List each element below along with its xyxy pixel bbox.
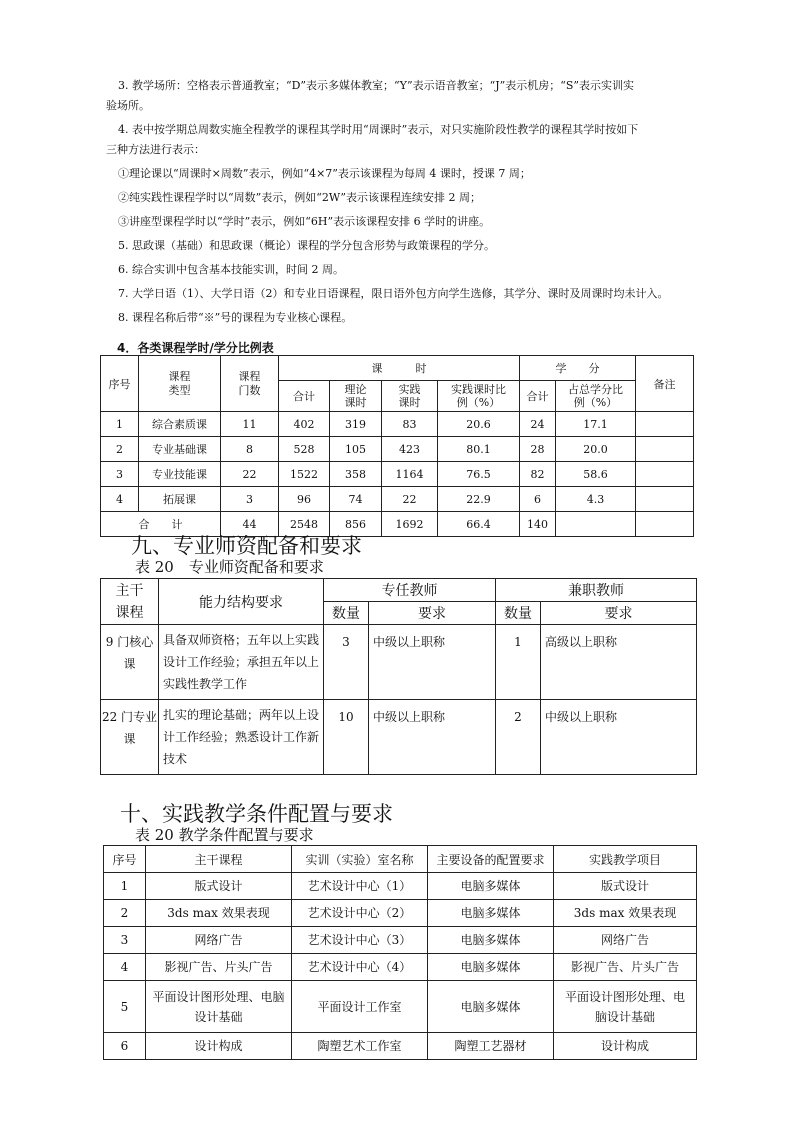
table-row — [101, 625, 697, 700]
table-row — [104, 954, 697, 981]
cell: 2548 — [279, 512, 330, 537]
cell: 1522 — [279, 462, 330, 487]
cell: 1 — [104, 873, 146, 900]
cell: 528 — [279, 437, 330, 462]
cell: 24 — [520, 412, 556, 437]
cell: 2 — [104, 900, 146, 927]
cell: 74 — [330, 487, 382, 512]
cell: 4 — [104, 954, 146, 981]
ratio-h-pratio: 实践课时比 例（%） — [438, 381, 520, 412]
cell: 20.0 — [556, 437, 636, 462]
note-3: 3. 教学场所：空格表示普通教室；“D”表示多媒体教室；“Y”表示语音教室；“J”表示机房；“S”表示实训实 验场所。 — [106, 79, 635, 112]
cell: 艺术设计中心（4） — [292, 954, 428, 981]
cell: 陶塑艺术工作室 — [292, 1033, 428, 1060]
table-row — [101, 487, 694, 512]
note-7: 7. 大学日语（1）、大学日语（2）和专业日语课程，限日语外包方向学生选修，其学分、课时及周课时均未计入。 — [118, 287, 669, 300]
cell: 105 — [330, 437, 382, 462]
section-10-caption: 表 20 教学条件配置与要求 — [135, 826, 314, 844]
cell: 4 — [101, 487, 139, 512]
ratio-h-type: 课程 类型 — [139, 356, 221, 412]
cell: 11 — [221, 412, 279, 437]
cell: 拓展课 — [139, 487, 221, 512]
cell: 20.6 — [438, 412, 520, 437]
cell: 合 计 — [101, 512, 221, 537]
table-row — [101, 462, 694, 487]
cell: 版式设计 — [146, 873, 292, 900]
teacher-table — [100, 578, 697, 775]
practice-table — [103, 845, 697, 1060]
cell: 2 — [496, 700, 541, 775]
cell: 高级以上职称 — [541, 625, 697, 700]
note-4-1: ①理论课以“周课时×周数”表示，例如“4×7”表示该课程为每周 4 课时，授课 7 周； — [118, 167, 531, 180]
cell: 中级以上职称 — [369, 625, 496, 700]
cell: 28 — [520, 437, 556, 462]
table-row — [101, 412, 694, 437]
notes-list — [106, 76, 698, 332]
practice-h-lab: 实训（实验）室名称 — [292, 846, 428, 873]
cell: 319 — [330, 412, 382, 437]
cell: 3 — [324, 625, 369, 700]
table-row — [101, 700, 697, 775]
cell: 3ds max 效果表现 — [554, 900, 697, 927]
cell — [636, 412, 694, 437]
note-4-2: ②纯实践性课程学时以“周数”表示，例如“2W”表示该课程连续安排 2 周； — [118, 191, 481, 204]
cell: 电脑多媒体 — [428, 873, 554, 900]
teacher-h-num1: 数量 — [324, 602, 369, 625]
cell: 艺术设计中心（1） — [292, 873, 428, 900]
cell: 扎实的理论基础；两年以上设计工作经验；熟悉设计工作新技术 — [159, 700, 324, 775]
practice-h-equip: 主要设备的配置要求 — [428, 846, 554, 873]
cell: 9 门核心课 — [101, 625, 159, 700]
table-row — [104, 927, 697, 954]
table-row — [104, 981, 697, 1033]
cell: 设计构成 — [146, 1033, 292, 1060]
practice-h-course: 主干课程 — [146, 846, 292, 873]
ratio-table-title: 4．各类课程学时/学分比例表 — [117, 341, 274, 355]
cell: 1 — [496, 625, 541, 700]
teacher-h-req2: 要求 — [541, 602, 697, 625]
cell: 1692 — [382, 512, 438, 537]
cell: 1164 — [382, 462, 438, 487]
cell: 76.5 — [438, 462, 520, 487]
cell — [636, 487, 694, 512]
note-8: 8. 课程名称后带“※”号的课程为专业核心课程。 — [118, 311, 353, 324]
cell: 22 — [221, 462, 279, 487]
cell: 平面设计工作室 — [292, 981, 428, 1033]
teacher-h-part: 兼职教师 — [496, 579, 697, 602]
cell: 22 门专业课 — [101, 700, 159, 775]
cell: 专业基础课 — [139, 437, 221, 462]
cell: 2 — [101, 437, 139, 462]
cell: 综合素质课 — [139, 412, 221, 437]
table-row — [104, 1033, 697, 1060]
cell: 4.3 — [556, 487, 636, 512]
cell: 影视广告、片头广告 — [146, 954, 292, 981]
cell: 66.4 — [438, 512, 520, 537]
cell: 3 — [221, 487, 279, 512]
cell: 6 — [104, 1033, 146, 1060]
ratio-table — [100, 355, 694, 537]
ratio-h-total: 合计 — [279, 381, 330, 412]
cell: 中级以上职称 — [541, 700, 697, 775]
teacher-h-req1: 要求 — [369, 602, 496, 625]
cell: 22.9 — [438, 487, 520, 512]
teacher-h-full: 专任教师 — [324, 579, 496, 602]
ratio-h-practice: 实践 课时 — [382, 381, 438, 412]
ratio-h-theory: 理论 课时 — [330, 381, 382, 412]
cell: 1 — [101, 412, 139, 437]
cell: 83 — [382, 412, 438, 437]
cell: 电脑多媒体 — [428, 981, 554, 1033]
section-9-caption: 表 20 专业师资配备和要求 — [135, 558, 324, 576]
cell: 网络广告 — [554, 927, 697, 954]
cell: 6 — [520, 487, 556, 512]
ratio-h-ctotal: 合计 — [520, 381, 556, 412]
ratio-h-credits: 学 分 — [520, 356, 636, 381]
cell: 8 — [221, 437, 279, 462]
cell — [636, 512, 694, 537]
ratio-h-remark: 备注 — [636, 356, 694, 412]
table-row — [101, 437, 694, 462]
ratio-h-hours: 课 时 — [279, 356, 520, 381]
ratio-h-cratio: 占总学分比 例（%） — [556, 381, 636, 412]
note-6: 6. 综合实训中包含基本技能实训，时间 2 周。 — [118, 263, 344, 276]
cell: 陶塑工艺器材 — [428, 1033, 554, 1060]
cell: 平面设计图形处理、电脑设计基础 — [554, 981, 697, 1033]
cell: 影视广告、片头广告 — [554, 954, 697, 981]
cell: 网络广告 — [146, 927, 292, 954]
cell: 3ds max 效果表现 — [146, 900, 292, 927]
section-10-heading: 十、实践教学条件配置与要求 — [120, 802, 393, 826]
cell: 80.1 — [438, 437, 520, 462]
cell — [636, 437, 694, 462]
cell: 中级以上职称 — [369, 700, 496, 775]
cell: 具备双师资格；五年以上实践设计工作经验；承担五年以上实践性教学工作 — [159, 625, 324, 700]
cell: 艺术设计中心（3） — [292, 927, 428, 954]
cell: 358 — [330, 462, 382, 487]
cell: 设计构成 — [554, 1033, 697, 1060]
teacher-h-main: 主干 课程 — [101, 579, 159, 625]
cell: 58.6 — [556, 462, 636, 487]
cell — [636, 462, 694, 487]
cell: 5 — [104, 981, 146, 1033]
note-4: 4. 表中按学期总周数实施全程教学的课程其学时用“周课时”表示，对只实施阶段性教学的课程其学时按如下 三种方法进行表示： — [106, 123, 639, 156]
teacher-h-ability: 能力结构要求 — [159, 579, 324, 625]
cell: 423 — [382, 437, 438, 462]
ratio-h-count: 课程 门数 — [221, 356, 279, 412]
note-5: 5. 思政课（基础）和思政课（概论）课程的学分包含形势与政策课程的学分。 — [118, 239, 495, 252]
cell — [556, 512, 636, 537]
cell: 96 — [279, 487, 330, 512]
ratio-h-seq: 序号 — [101, 356, 139, 412]
cell: 10 — [324, 700, 369, 775]
section-9-heading: 九、专业师资配备和要求 — [131, 534, 362, 558]
practice-h-project: 实践教学项目 — [554, 846, 697, 873]
cell: 140 — [520, 512, 556, 537]
teacher-h-num2: 数量 — [496, 602, 541, 625]
cell: 艺术设计中心（2） — [292, 900, 428, 927]
cell: 402 — [279, 412, 330, 437]
cell: 44 — [221, 512, 279, 537]
cell: 22 — [382, 487, 438, 512]
table-row — [104, 873, 697, 900]
practice-h-seq: 序号 — [104, 846, 146, 873]
cell: 电脑多媒体 — [428, 900, 554, 927]
note-4-3: ③讲座型课程学时以“学时”表示，例如“6H”表示该课程安排 6 学时的讲座。 — [118, 215, 491, 228]
cell: 856 — [330, 512, 382, 537]
cell: 3 — [104, 927, 146, 954]
cell: 3 — [101, 462, 139, 487]
cell: 版式设计 — [554, 873, 697, 900]
cell: 平面设计图形处理、电脑设计基础 — [146, 981, 292, 1033]
cell: 专业技能课 — [139, 462, 221, 487]
cell: 电脑多媒体 — [428, 927, 554, 954]
cell: 82 — [520, 462, 556, 487]
cell: 电脑多媒体 — [428, 954, 554, 981]
table-row — [104, 900, 697, 927]
cell: 17.1 — [556, 412, 636, 437]
